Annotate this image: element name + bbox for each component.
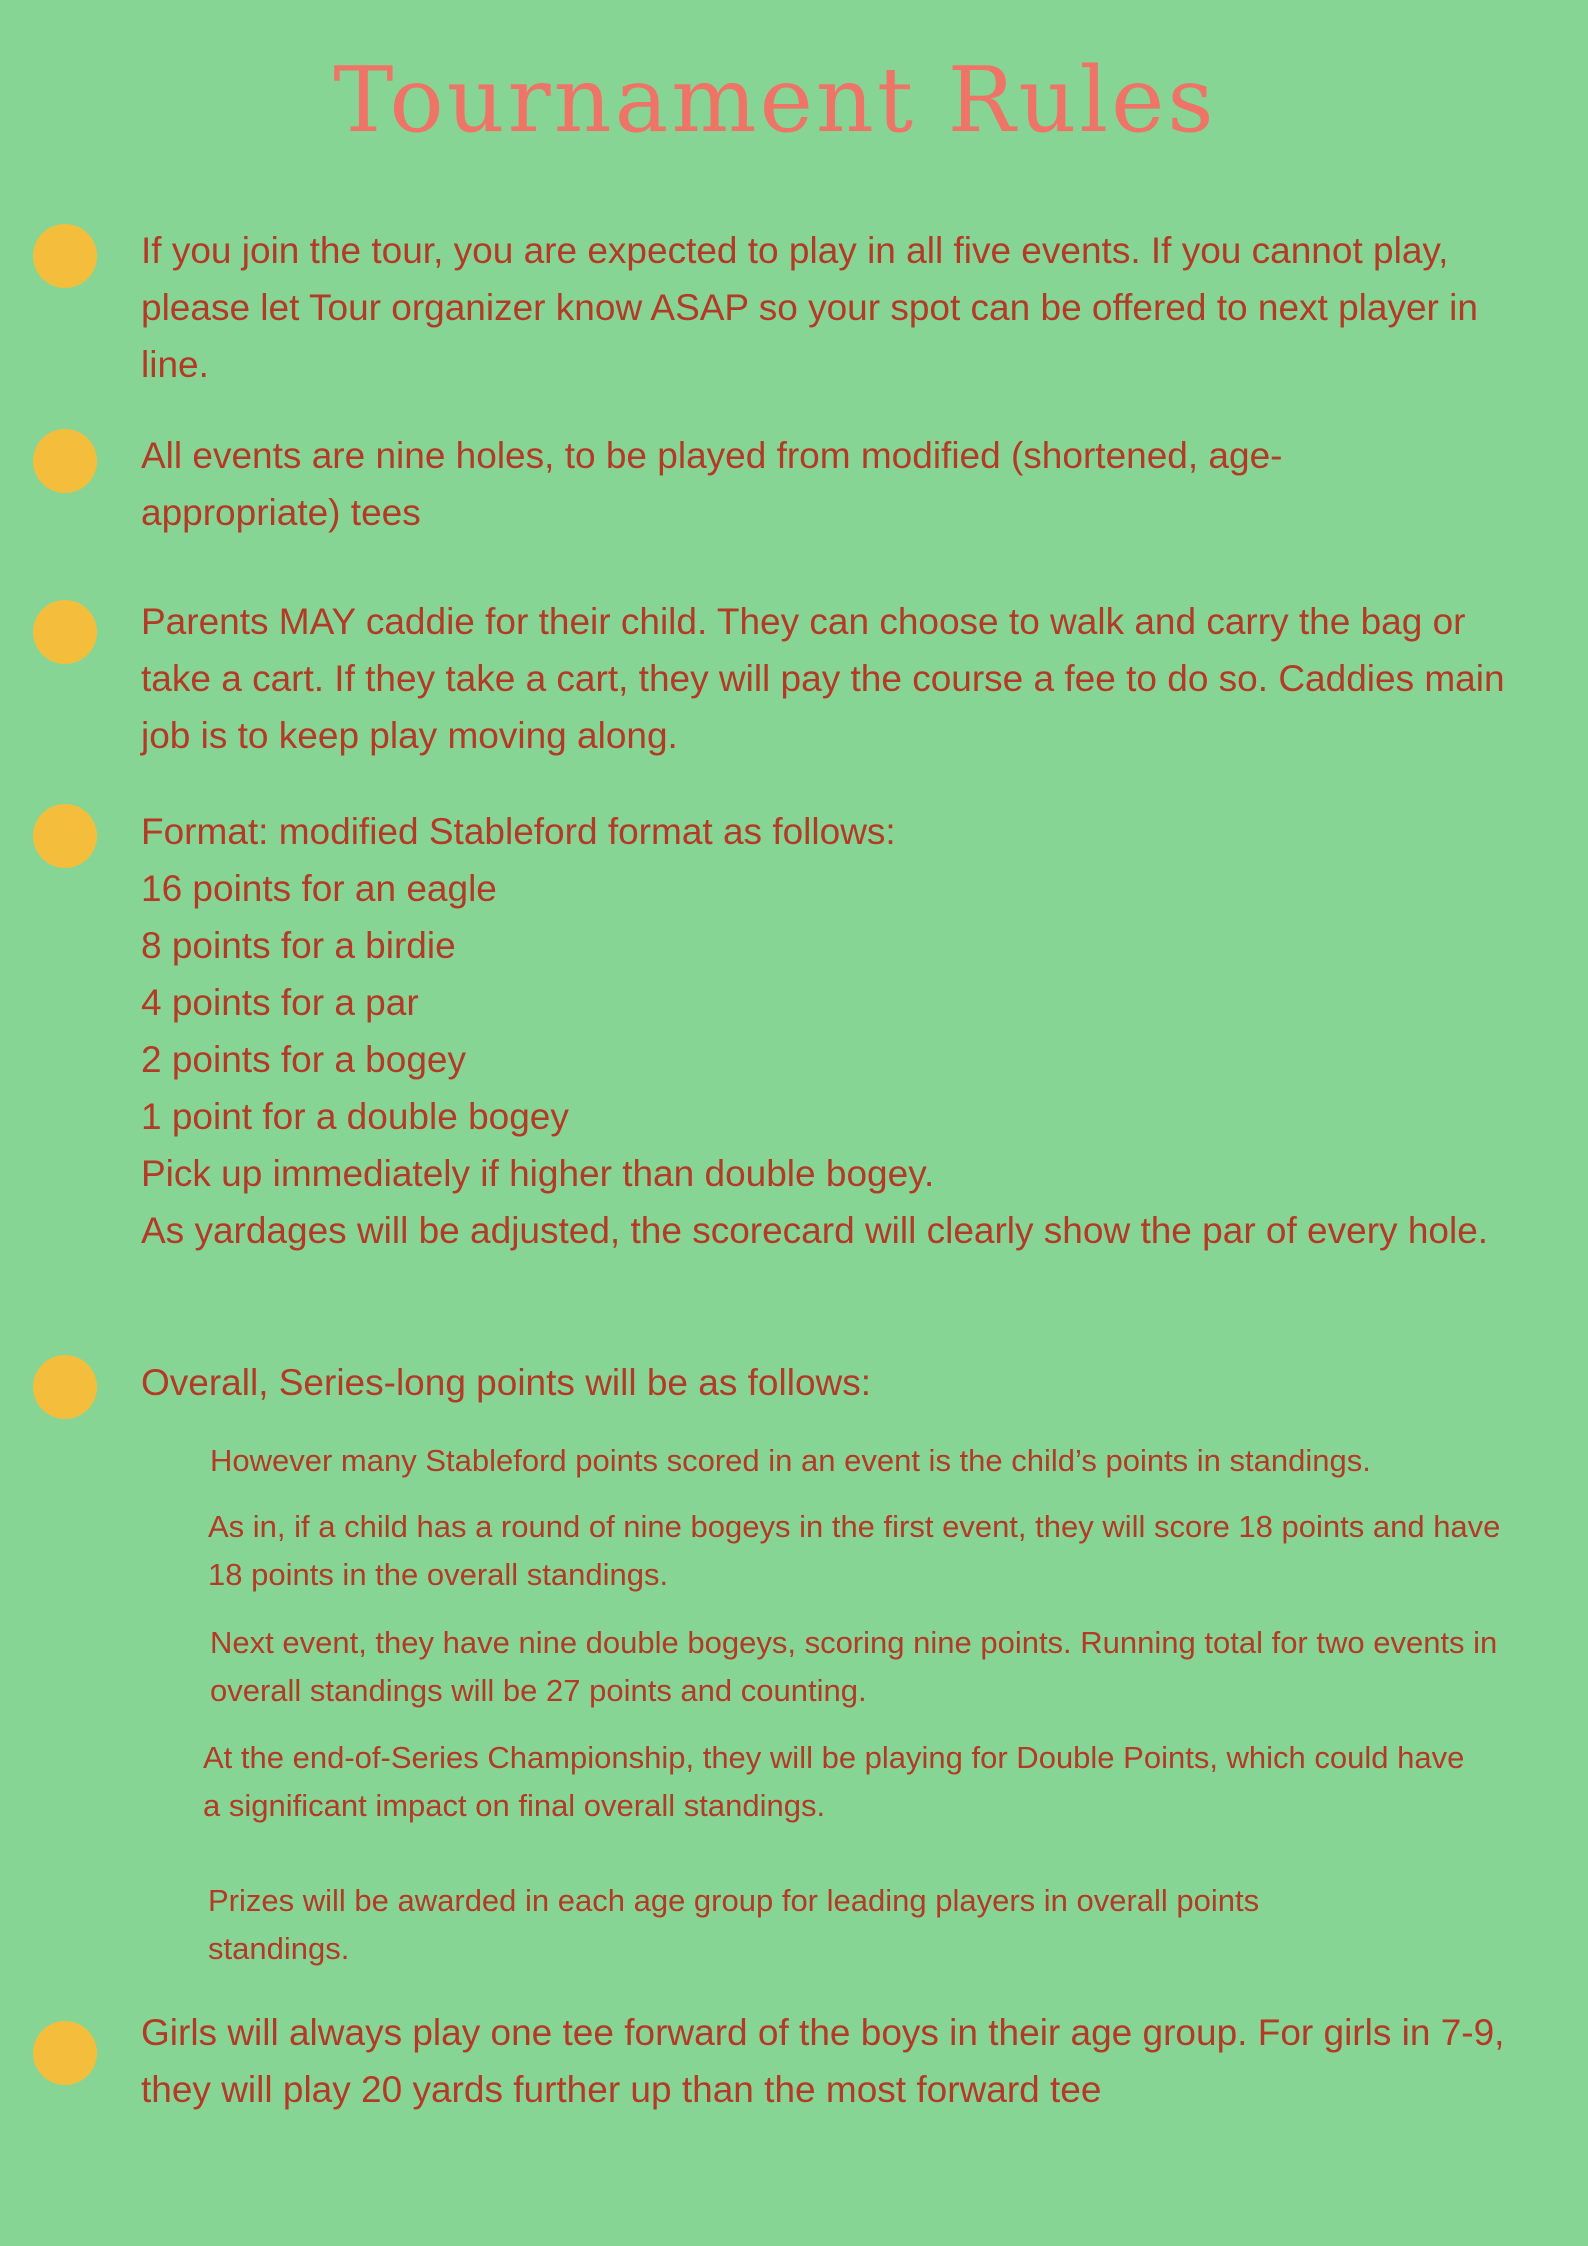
rule-5-intro: Overall, Series-long points will be as follows: xyxy=(141,1362,872,1403)
rule-5-sub-2: As in, if a child has a round of nine bogeys in the first event, they will score 18 points and have 18 points in the overall standings. xyxy=(208,1509,1501,1592)
rule-4-line: 4 points for a par xyxy=(141,982,419,1023)
rule-3: Parents MAY caddie for their child. They can choose to walk and carry the bag or take a cart. If they take a cart, they will pay the course a fee to do so. Caddies main job is to keep play moving along. xyxy=(141,601,1505,756)
rule-2: All events are nine holes, to be played from modified (shortened, age-appropriate) tees xyxy=(141,435,1283,533)
rule-4-line: 2 points for a bogey xyxy=(141,1039,466,1080)
bullet-dot xyxy=(33,600,97,664)
bullet-dot xyxy=(33,2021,97,2085)
rule-4-intro: Format: modified Stableford format as follows: xyxy=(141,811,896,852)
rule-6: Girls will always play one tee forward of the boys in their age group. For girls in 7-9, they will play 20 yards further up than the most forward tee xyxy=(141,2012,1505,2110)
rule-4 xyxy=(141,803,1521,1259)
rule-4-line: 8 points for a birdie xyxy=(141,925,456,966)
rule-4-line: 16 points for an eagle xyxy=(141,868,497,909)
bullet-dot xyxy=(33,224,97,288)
rule-1: If you join the tour, you are expected to play in all five events. If you cannot play, please let Tour organizer know ASAP so your spot can be offered to next player in line. xyxy=(141,230,1478,385)
rule-5-sub-1: However many Stableford points scored in an event is the child’s points in standings. xyxy=(210,1443,1371,1478)
rule-4-line: As yardages will be adjusted, the scorecard will clearly show the par of every hole. xyxy=(141,1210,1489,1251)
rule-5-sub-3: Next event, they have nine double bogeys, scoring nine points. Running total for two events in overall standings will be 27 points and counting. xyxy=(210,1625,1498,1708)
rule-4-line: Pick up immediately if higher than double bogey. xyxy=(141,1153,935,1194)
bullet-dot xyxy=(33,429,97,493)
page-title: Tournament Rules xyxy=(333,48,1217,153)
bullet-dot xyxy=(33,1355,97,1419)
rule-5-sub-4: At the end-of-Series Championship, they will be playing for Double Points, which could have a significant impact on final overall standings. xyxy=(203,1740,1465,1823)
bullet-dot xyxy=(33,804,97,868)
rule-4-line: 1 point for a double bogey xyxy=(141,1096,569,1137)
rule-5-sub-5: Prizes will be awarded in each age group for leading players in overall points standings. xyxy=(208,1883,1260,1966)
